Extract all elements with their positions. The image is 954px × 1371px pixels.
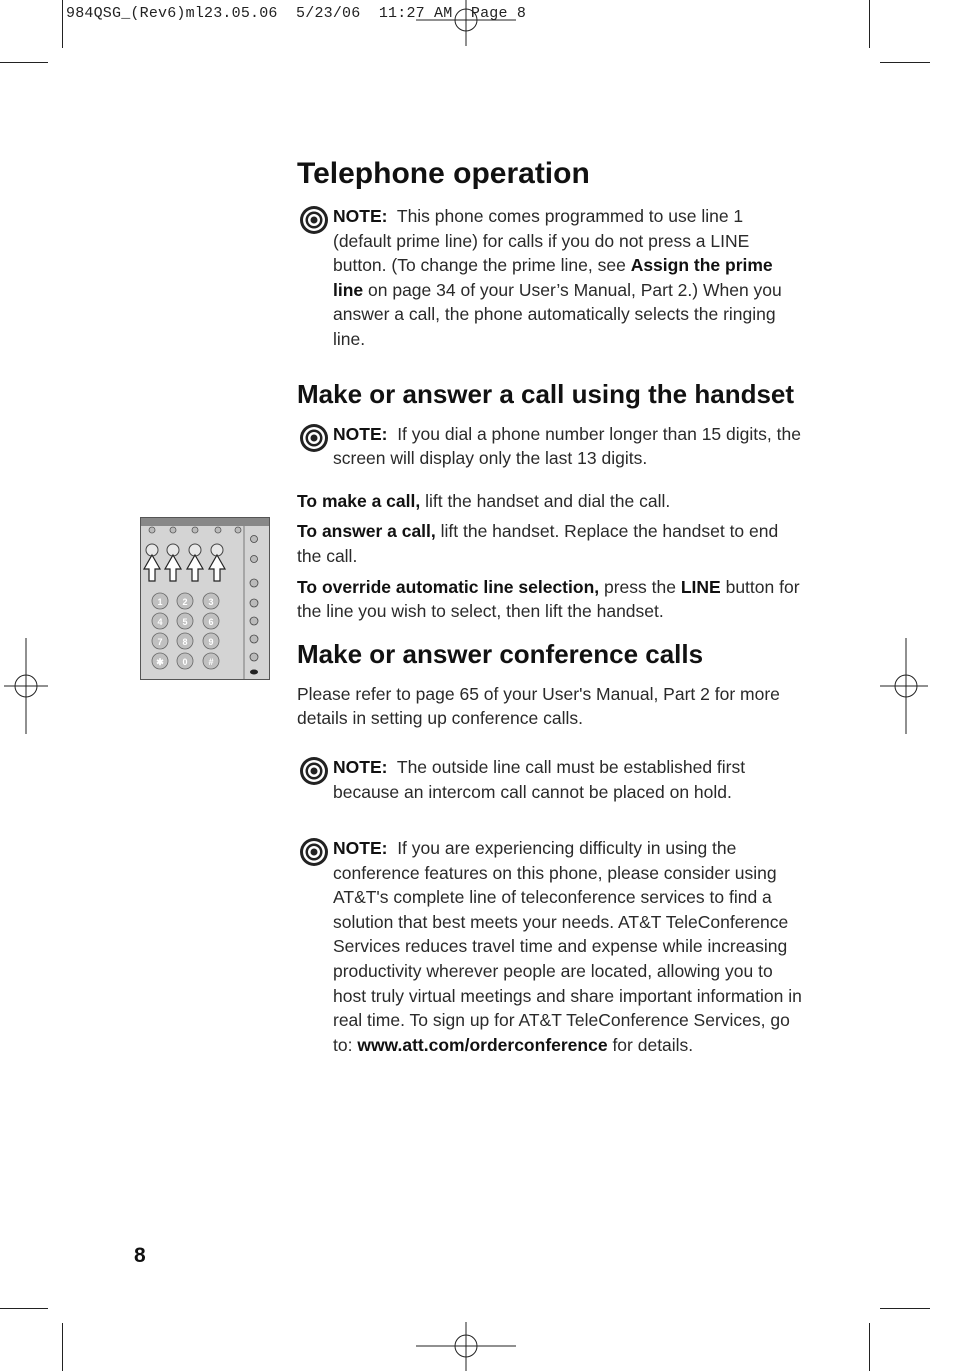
note-label: NOTE:: [333, 838, 388, 859]
crop-mark: [62, 0, 63, 48]
instruction-text: button for the line you wish to select, then lift the handset.: [297, 576, 800, 622]
crop-mark: [880, 62, 930, 63]
crop-mark: [0, 1308, 48, 1309]
crop-mark: [869, 0, 870, 48]
instruction-make-call: [297, 489, 802, 514]
note-label: NOTE:: [333, 206, 388, 226]
note-target-icon: [299, 205, 329, 235]
keypad-key: #: [208, 657, 214, 667]
registration-mark-icon: [0, 636, 48, 736]
instruction-override: [297, 575, 802, 624]
note-text: If you dial a phone number longer than 15 digits, the screen will display only the last 13 digits.: [333, 423, 801, 469]
keypad-key: 1: [157, 597, 163, 607]
note-target-icon: [299, 423, 329, 453]
note-prime-line: [297, 204, 802, 352]
main-content: [297, 150, 802, 1057]
keypad-key: 0: [182, 657, 188, 667]
instruction-text: lift the handset. Replace the handset to end the call.: [297, 521, 779, 566]
conference-text: Please refer to page 65 of your User's Manual, Part 2 for more details in setting up conference calls.: [297, 683, 780, 729]
keypad-key: 3: [208, 597, 214, 607]
page-number: 8: [134, 1244, 146, 1267]
keypad-key: 8: [182, 637, 188, 647]
registration-mark-icon: [880, 636, 930, 736]
crop-mark: [0, 62, 48, 63]
registration-mark-icon: [416, 0, 516, 48]
instruction-bold: To make a call,: [297, 490, 421, 511]
instruction-text: press the: [599, 576, 681, 597]
instruction-answer-call: [297, 519, 802, 568]
keypad-key: 2: [182, 597, 188, 607]
keypad-key: 7: [157, 637, 163, 647]
instruction-bold: To answer a call,: [297, 521, 436, 542]
crop-mark: [869, 1323, 870, 1371]
instruction-bold: To override automatic line selection,: [297, 576, 600, 597]
note-text: This phone comes programmed to use line 1 (default prime line) for calls if you do not press a LINE button. (To change the prime line, see: [333, 206, 750, 276]
note-teleconference: [297, 836, 802, 1057]
page-title: Telephone operation: [297, 157, 590, 190]
note-outside-line: [297, 755, 802, 804]
keypad-key: 9: [208, 637, 214, 647]
note-text: on page 34 of your User’s Manual, Part 2.) When you answer a call, the phone automatically selects the ringing line.: [333, 279, 782, 349]
crop-mark: [62, 1323, 63, 1371]
note-label: NOTE:: [333, 756, 388, 777]
note-bold-text: Assign the prime line: [333, 255, 773, 300]
phone-illustration: [140, 517, 270, 680]
registration-mark-icon: [416, 1322, 516, 1371]
note-text: for details.: [607, 1034, 694, 1055]
keypad-key: 6: [208, 617, 214, 627]
note-digits: [297, 422, 802, 471]
note-label: NOTE:: [333, 423, 388, 444]
print-slug-line: 984QSG_(Rev6)ml23.05.06 5/23/06 11:27 AM Page 8: [66, 5, 527, 22]
conference-url-link[interactable]: www.att.com/orderconference: [357, 1034, 608, 1055]
note-text: If you are experiencing difficulty in using the conference features on this phone, please consider using AT&T's complete line of teleconference services to find a solution that best meets your needs. AT&T TeleConference Services reduces travel time and expense while increasing productivity wherever people are located, allowing you to host truly virtual meetings and share important information in real time. To sign up for AT&T TeleConference Services, go to:: [333, 838, 802, 1055]
keypad-key: 5: [182, 617, 188, 627]
crop-mark: [880, 1308, 930, 1309]
note-text: The outside line call must be established first because an intercom call cannot be placed on hold.: [333, 756, 746, 802]
note-target-icon: [299, 756, 329, 786]
section-heading-conference: Make or answer conference calls: [297, 638, 704, 669]
instruction-bold: LINE: [680, 576, 721, 597]
section-heading-handset: Make or answer a call using the handset: [297, 378, 795, 409]
note-target-icon: [299, 837, 329, 867]
keypad-key: 4: [157, 617, 163, 627]
instruction-text: lift the handset and dial the call.: [420, 490, 671, 511]
keypad-key: ✱: [156, 657, 164, 667]
